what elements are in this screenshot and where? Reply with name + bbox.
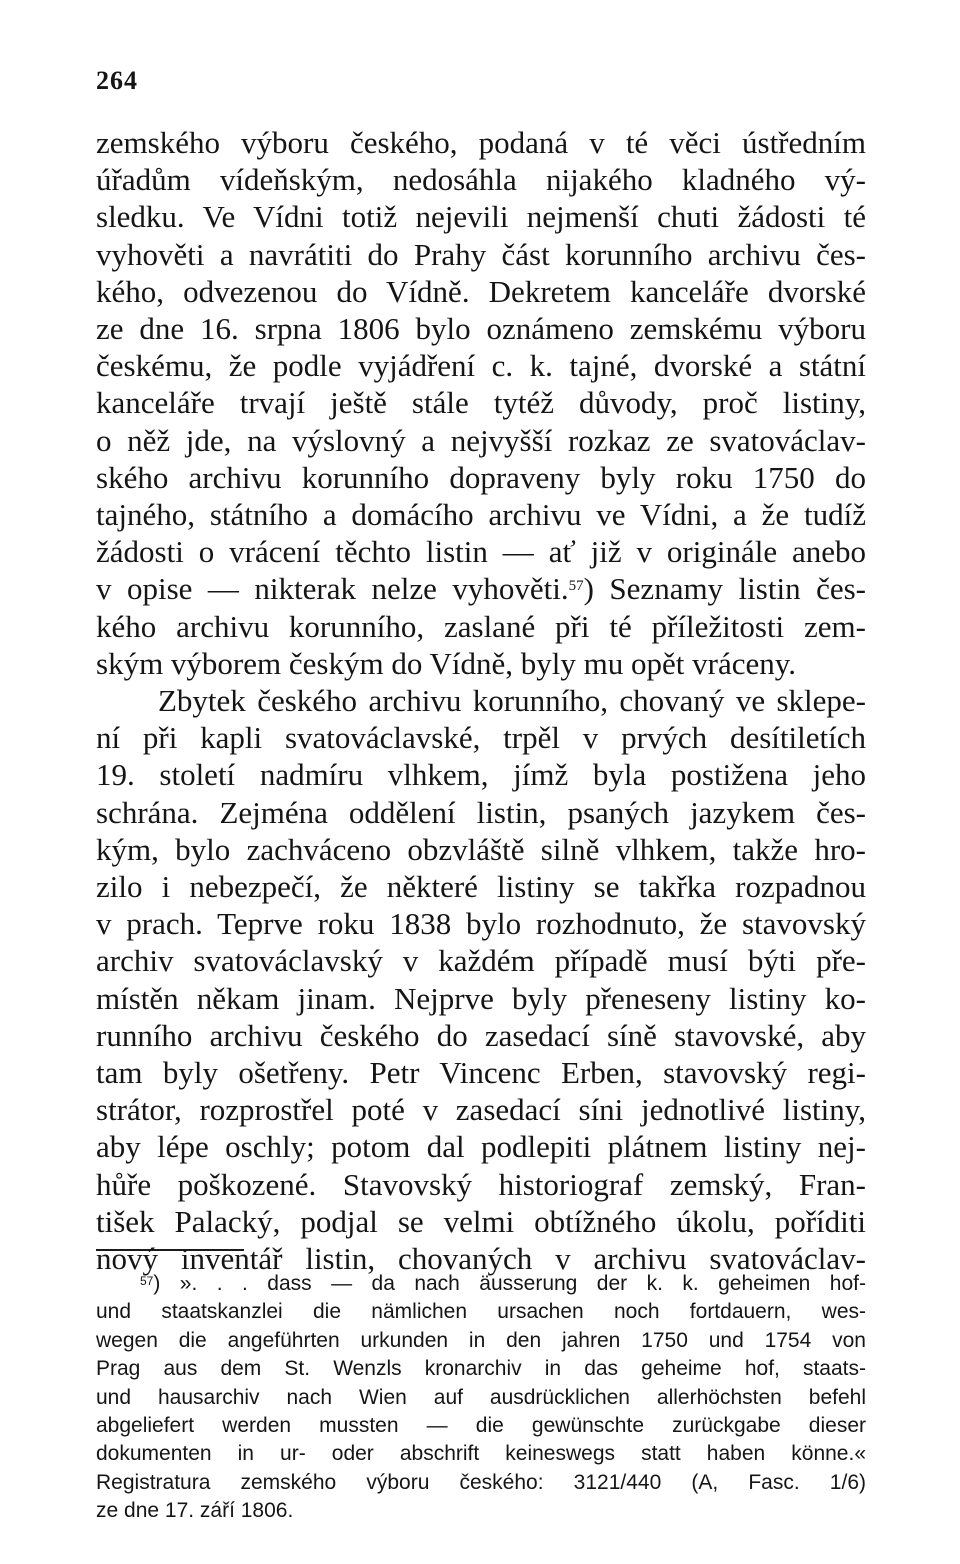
text-line: zemského výboru českého, podaná v té věci ústředním (96, 125, 866, 160)
text-line: runního archivu českého do zasedací síně stavovské, aby (96, 1017, 866, 1053)
text-line: úřadům vídeňským, nedosáhla nijakého kladného vý- (96, 162, 866, 198)
text-line: o něž jde, na výslovný a nejvyšší rozkaz ze svatováclav- (96, 422, 866, 458)
text-line: ní při kapli svatováclavské, trpěl v prvých desítiletích (96, 720, 866, 756)
footnote-line: Prag aus dem St. Wenzls kronarchiv in das geheime hof, staats- (96, 1357, 866, 1381)
text-line: ského archivu korunního dopraveny byly roku 1750 do (96, 459, 866, 495)
footnote-line: und staatskanzlei die nämlichen ursachen noch fortdauern, wes- (96, 1300, 866, 1324)
footnote-separator (96, 1249, 244, 1251)
text-line: 19. století nadmíru vlhkem, jímž byla postižena jeho (96, 757, 866, 793)
footnote (96, 1270, 866, 1526)
text-line: sledku. Ve Vídni totiž nejevili nejmenší chuti žádosti té (96, 199, 866, 235)
text-line: místěn někam jinam. Nejprve byly přeneseny listiny ko- (96, 980, 866, 1016)
text-line: vyhověti a navrátiti do Prahy část korunního archivu čes- (96, 236, 866, 272)
main-text (96, 124, 866, 1277)
text-line: žádosti o vrácení těchto listin — ať již v originále anebo (96, 534, 866, 570)
text-line: v prach. Teprve roku 1838 bylo rozhodnuto, že stavovský (96, 906, 866, 942)
text-line: hůře poškozené. Stavovský historiograf zemský, Fran- (96, 1166, 866, 1202)
text-segment: v opise — nikterak nelze vyhověti. (96, 571, 569, 607)
footnote-line: abgeliefert werden mussten — die gewünschte zurückgabe dieser (96, 1414, 866, 1438)
footnote-line: wegen die angeführten urkunden in den jahren 1750 und 1754 von (96, 1328, 866, 1352)
text-line: tam byly ošetřeny. Petr Vincenc Erben, stavovský regi- (96, 1055, 866, 1091)
text-line: ským výborem českým do Vídně, byly mu opět vráceny. (96, 645, 796, 681)
text-line: schrána. Zejména oddělení listin, psaných jazykem čes- (96, 794, 866, 830)
text-line: kého archivu korunního, zaslané při té příležitosti zem- (96, 608, 866, 644)
footnote-line: und hausarchiv nach Wien auf ausdrücklichen allerhöchsten befehl (96, 1385, 866, 1409)
page-number: 264 (96, 66, 138, 95)
text-line: nový inventář listin, chovaných v archivu svatováclav- (96, 1241, 866, 1277)
footnote-line: dokumenten in ur- oder abschrift keineswegs statt haben könne.« (96, 1442, 866, 1466)
footnote-line: ze dne 17. září 1806. (96, 1499, 294, 1523)
text-line-with-footnote-ref (96, 570, 866, 607)
text-line: českému, že podle vyjádření c. k. tajné, dvorské a státní (96, 348, 866, 384)
paragraph-first-line: Zbytek českého archivu korunního, chovaný ve sklepe- (158, 683, 866, 719)
footnote-first-line (96, 1270, 866, 1298)
text-line: ze dne 16. srpna 1806 bylo oznámeno zemskému výboru (96, 311, 866, 347)
text-line: tajného, státního a domácího archivu ve Vídni, a že tudíž (96, 497, 866, 533)
text-line: strátor, rozprostřel poté v zasedací síni jednotlivé listiny, (96, 1092, 866, 1128)
text-line: tišek Palacký, podjal se velmi obtížného úkolu, poříditi (96, 1203, 866, 1239)
text-segment: ) ». . . dass — da nach äusserung der k. k. geheimen hof- (153, 1272, 866, 1295)
text-line: aby lépe oschly; potom dal podlepiti plátnem listiny nej- (96, 1129, 866, 1165)
footnote-line: Registratura zemského výboru českého: 3121/440 (A, Fasc. 1/6) (96, 1470, 866, 1494)
text-line: archiv svatováclavský v každém případě musí býti pře- (96, 943, 866, 979)
text-line: zilo i nebezpečí, že některé listiny se takřka rozpadnou (96, 869, 866, 905)
text-segment: ) Seznamy listin čes- (583, 571, 866, 607)
footnote-marker: 57 (140, 1274, 154, 1288)
text-line: kanceláře trvají ještě stále tytéž důvody, proč listiny, (96, 385, 866, 421)
text-line: kého, odvezenou do Vídně. Dekretem kanceláře dvorské (96, 273, 866, 309)
footnote-reference: 57 (568, 578, 584, 595)
text-line: kým, bylo zachváceno obzvláště silně vlhkem, takže hro- (96, 831, 866, 867)
